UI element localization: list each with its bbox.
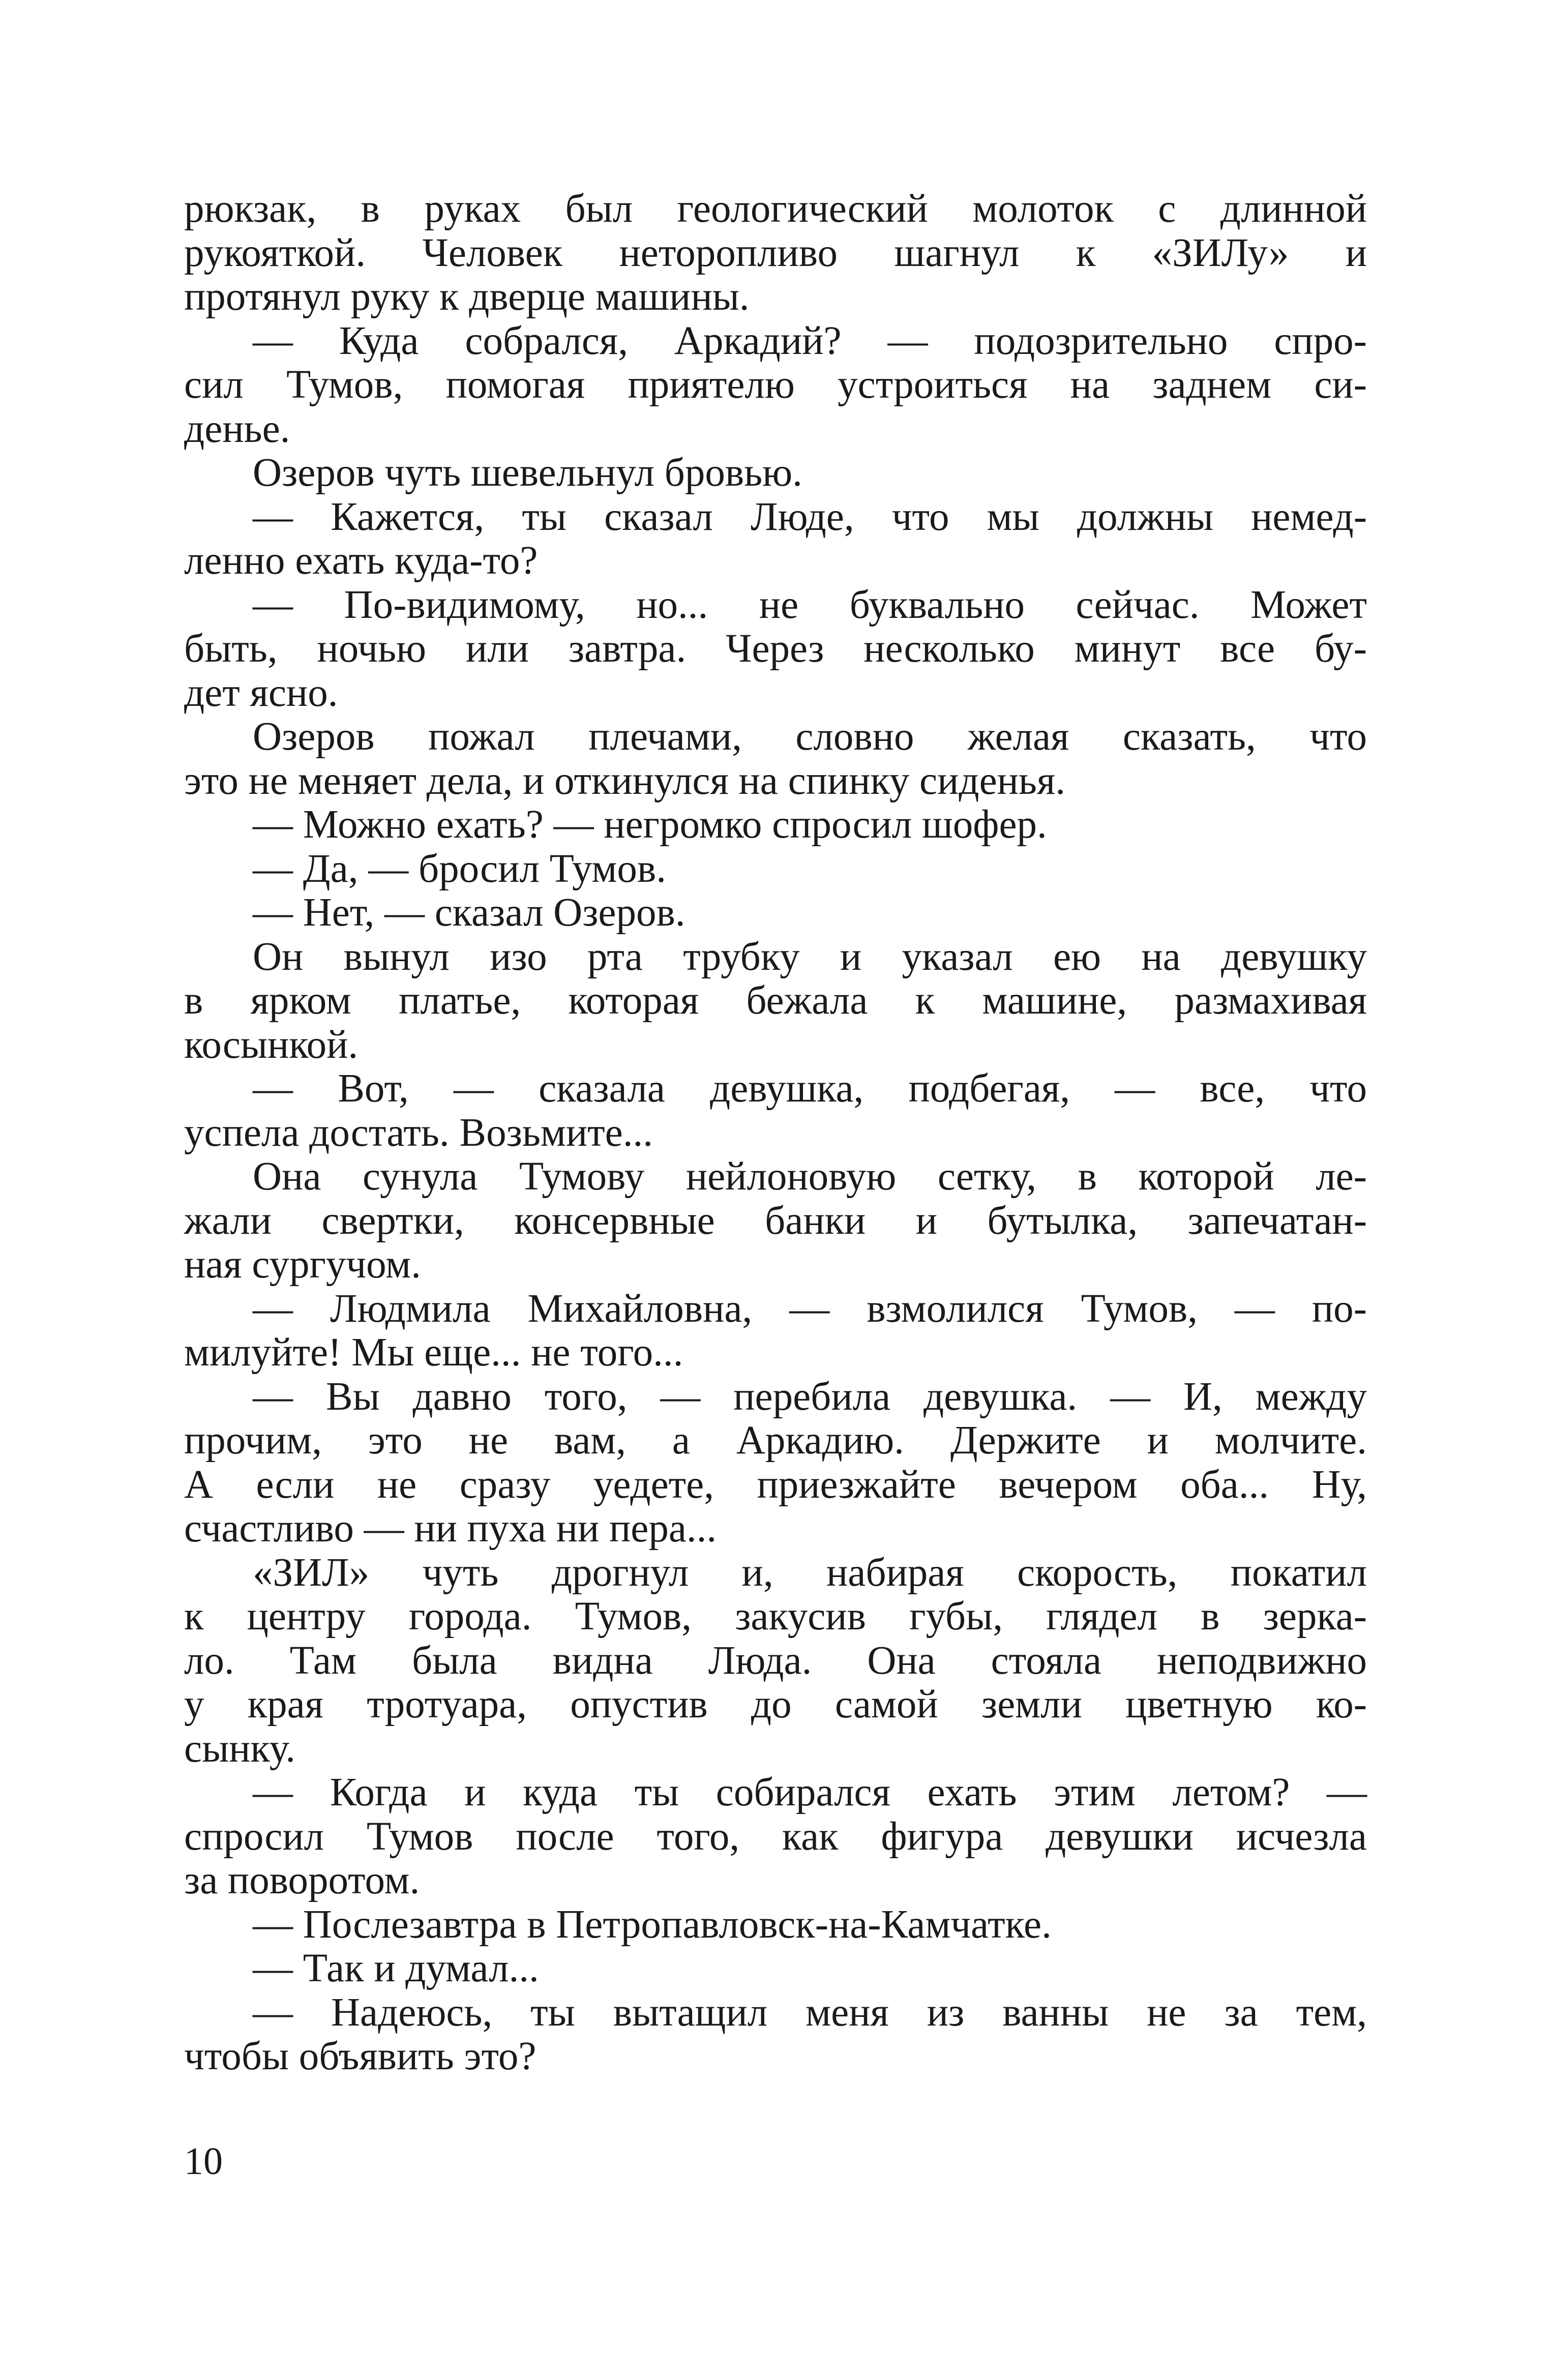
text-line: сынку. bbox=[184, 1726, 296, 1771]
text-line: успела достать. Возьмите... bbox=[184, 1110, 653, 1155]
text-line: ная сургучом. bbox=[184, 1242, 421, 1287]
text-line: — Так и думал... bbox=[253, 1946, 539, 1990]
text-line: «ЗИЛ» чуть дрогнул и, набирая скорость, покатил bbox=[253, 1550, 1367, 1595]
text-line: — Людмила Михайловна, — взмолился Тумов, — по- bbox=[253, 1286, 1367, 1331]
text-line: сил Тумов, помогая приятелю устроиться на заднем си- bbox=[184, 363, 1367, 407]
text-line: Озеров пожал плечами, словно желая сказать, что bbox=[253, 715, 1367, 759]
text-line: дет ясно. bbox=[184, 670, 338, 715]
text-line: к центру города. Тумов, закусив губы, глядел в зерка- bbox=[184, 1594, 1367, 1639]
text-line: — Нет, — сказал Озеров. bbox=[253, 890, 685, 935]
text-line: рюкзак, в руках был геологический молоток с длинной bbox=[184, 187, 1367, 231]
text-line: А если не сразу уедете, приезжайте вечером оба... Ну, bbox=[184, 1462, 1367, 1507]
text-line: Он вынул изо рта трубку и указал ею на девушку bbox=[253, 934, 1367, 979]
text-line: — По-видимому, но... не буквально сейчас. Может bbox=[253, 582, 1367, 627]
text-line: спросил Тумов после того, как фигура девушки исчезла bbox=[184, 1814, 1367, 1859]
text-line: протянул руку к дверце машины. bbox=[184, 275, 750, 319]
text-line: в ярком платье, которая бежала к машине, размахивая bbox=[184, 978, 1367, 1023]
text-line: быть, ночью или завтра. Через несколько минут все бу- bbox=[184, 627, 1367, 671]
text-line: — Куда собрался, Аркадий? — подозрительно спро- bbox=[253, 318, 1367, 363]
text-line: Озеров чуть шевельнул бровью. bbox=[253, 451, 802, 495]
text-line: — Можно ехать? — негромко спросил шофер. bbox=[253, 802, 1047, 847]
text-line: — Вот, — сказала девушка, подбегая, — все, что bbox=[253, 1066, 1367, 1111]
text-line: — Надеюсь, ты вытащил меня из ванны не за тем, bbox=[253, 1990, 1367, 2035]
text-line: — Кажется, ты сказал Люде, что мы должны немед- bbox=[253, 494, 1367, 539]
text-line: милуйте! Мы еще... не того... bbox=[184, 1330, 683, 1375]
text-line: счастливо — ни пуха ни пера... bbox=[184, 1506, 717, 1551]
text-line: прочим, это не вам, а Аркадию. Держите и молчите. bbox=[184, 1418, 1367, 1463]
page-number: 10 bbox=[184, 2140, 223, 2183]
text-line: у края тротуара, опустив до самой земли цветную ко- bbox=[184, 1682, 1367, 1727]
text-line: жали свертки, консервные банки и бутылка, запечатан- bbox=[184, 1198, 1367, 1243]
text-line: — Да, — бросил Тумов. bbox=[253, 846, 666, 891]
text-line: — Послезавтра в Петропавловск-на-Камчатке. bbox=[253, 1902, 1052, 1947]
text-line: — Когда и куда ты собирался ехать этим летом? — bbox=[253, 1770, 1367, 1814]
text-line: Она сунула Тумову нейлоновую сетку, в которой ле- bbox=[253, 1154, 1367, 1199]
text-line: рукояткой. Человек неторопливо шагнул к «ЗИЛу» и bbox=[184, 230, 1367, 275]
text-line: — Вы давно того, — перебила девушка. — И, между bbox=[253, 1374, 1367, 1419]
text-line: косынкой. bbox=[184, 1022, 359, 1067]
body-text bbox=[184, 187, 1367, 2079]
text-line: это не меняет дела, и откинулся на спинку сиденья. bbox=[184, 758, 1066, 803]
text-line: за поворотом. bbox=[184, 1858, 420, 1902]
text-line: ленно ехать куда-то? bbox=[184, 539, 538, 583]
text-line: ло. Там была видна Люда. Она стояла неподвижно bbox=[184, 1638, 1367, 1683]
text-line: чтобы объявить это? bbox=[184, 2034, 536, 2078]
text-line: денье. bbox=[184, 406, 290, 451]
